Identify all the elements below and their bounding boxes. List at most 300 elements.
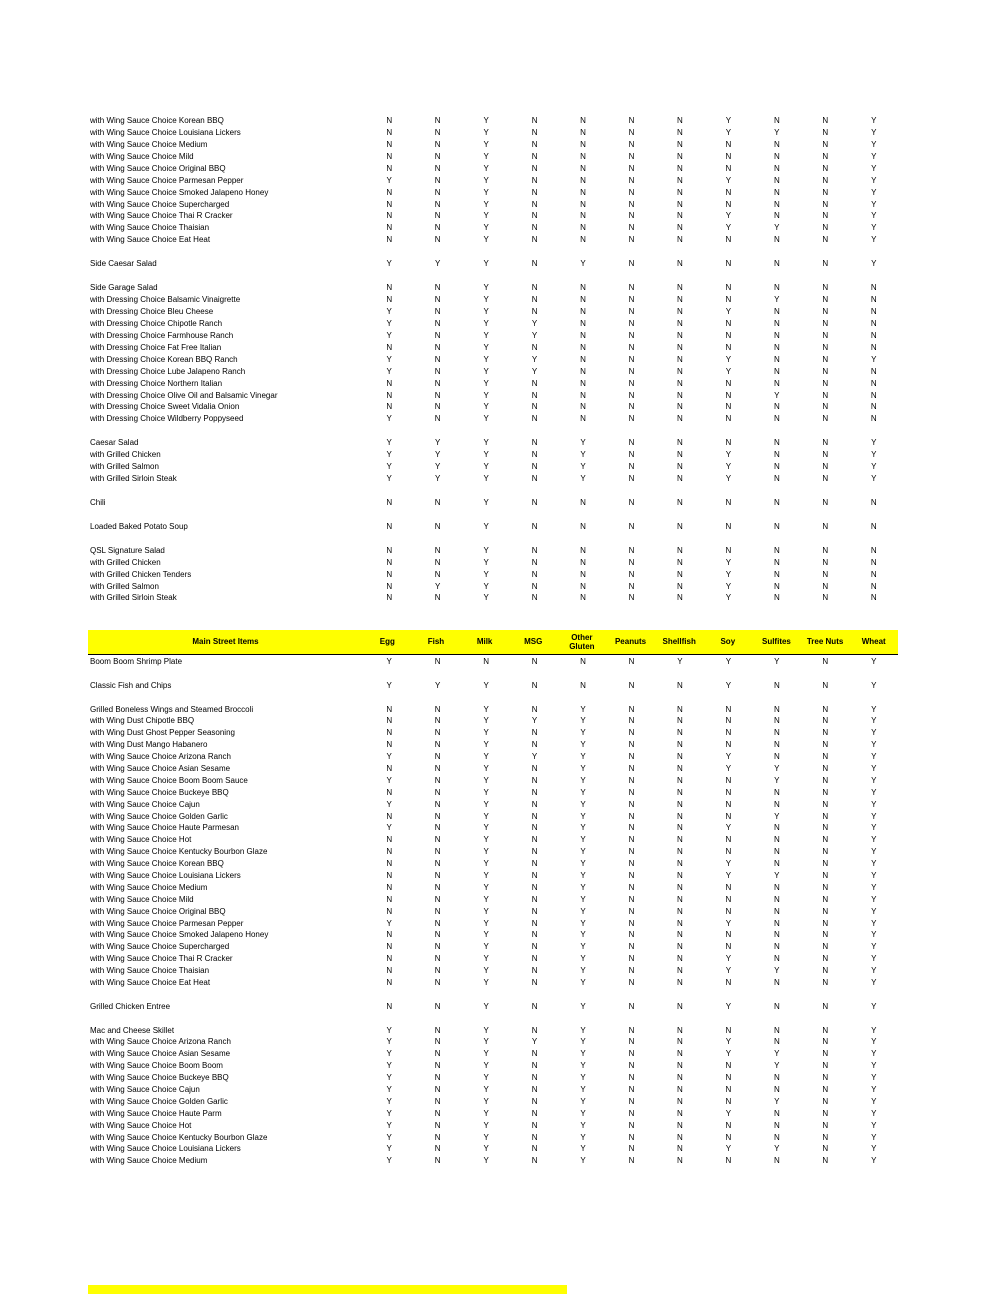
allergen-cell-sulfites: N [773, 1025, 780, 1035]
allergen-cell-msg: N [531, 175, 538, 185]
table-row [88, 1084, 898, 1096]
allergen-cell-fish: N [434, 763, 441, 773]
item-label: with Wing Sauce Choice Parmesan Pepper [90, 919, 244, 928]
allergen-cell-soy: Y [725, 557, 732, 567]
allergen-cell-shellfish: N [677, 1025, 683, 1035]
allergen-cell-fish: N [434, 847, 441, 857]
allergen-cell-sulfites: Y [774, 763, 780, 773]
allergen-cell-other-gluten: Y [580, 835, 586, 845]
allergen-cell-sulfites: N [773, 569, 780, 579]
allergen-cell-other-gluten: N [580, 211, 586, 221]
allergen-cell-shellfish: N [677, 390, 683, 400]
allergen-cell-peanuts: N [628, 306, 635, 316]
allergen-cell-milk: Y [483, 1073, 489, 1083]
allergen-cell-msg: N [531, 1073, 538, 1083]
column-header-shellfish: Shellfish [662, 637, 696, 647]
allergen-cell-wheat: Y [871, 211, 877, 221]
allergen-cell-msg: N [531, 521, 538, 531]
item-label: with Dressing Choice Lube Jalapeno Ranch [90, 367, 246, 376]
allergen-cell-shellfish: N [677, 139, 683, 149]
allergen-cell-milk: Y [483, 366, 489, 376]
allergen-cell-wheat: Y [871, 1061, 877, 1071]
allergen-cell-wheat: Y [871, 930, 877, 940]
allergen-cell-msg: N [531, 787, 538, 797]
allergen-cell-fish: N [434, 1096, 441, 1106]
column-header-tree-nuts: Tree Nuts [806, 637, 844, 647]
allergen-cell-shellfish: Y [677, 656, 683, 666]
allergen-cell-msg: N [531, 151, 538, 161]
allergen-cell-sulfites: N [773, 521, 780, 531]
allergen-cell-egg: N [386, 593, 393, 603]
allergen-cell-egg: Y [386, 1108, 392, 1118]
allergen-cell-sulfites: N [773, 283, 780, 293]
allergen-cell-sulfites: N [773, 942, 780, 952]
table-row [88, 965, 898, 977]
allergen-cell-shellfish: N [677, 175, 683, 185]
allergen-cell-soy: N [725, 704, 732, 714]
allergen-cell-peanuts: N [628, 581, 635, 591]
allergen-cell-soy: N [725, 414, 732, 424]
main-section-table [88, 656, 898, 1167]
allergen-cell-egg: N [386, 704, 393, 714]
allergen-cell-egg: N [386, 187, 393, 197]
item-label: with Wing Sauce Choice Golden Garlic [90, 1097, 228, 1106]
allergen-cell-other-gluten: Y [580, 870, 586, 880]
spacer-row [88, 989, 898, 1001]
allergen-cell-egg: N [386, 497, 393, 507]
allergen-cell-shellfish: N [677, 930, 683, 940]
allergen-cell-other-gluten: Y [580, 1156, 586, 1166]
allergen-cell-peanuts: N [628, 450, 635, 460]
item-label: with Grilled Sirloin Steak [90, 475, 177, 484]
allergen-cell-peanuts: N [628, 330, 635, 340]
allergen-cell-other-gluten: N [580, 521, 586, 531]
allergen-cell-fish: N [434, 115, 441, 125]
allergen-cell-milk: Y [483, 593, 489, 603]
allergen-cell-fish: N [434, 1132, 441, 1142]
allergen-cell-sulfites: Y [774, 966, 780, 976]
allergen-cell-wheat: N [870, 545, 877, 555]
allergen-cell-soy: N [725, 402, 732, 412]
allergen-cell-sulfites: N [773, 1132, 780, 1142]
allergen-cell-other-gluten: Y [580, 1025, 586, 1035]
allergen-cell-msg: N [531, 1061, 538, 1071]
item-label: with Wing Dust Chipotle BBQ [90, 717, 195, 726]
allergen-cell-peanuts: N [628, 1085, 635, 1094]
allergen-cell-other-gluten: N [580, 187, 586, 197]
allergen-cell-peanuts: N [628, 235, 635, 245]
allergen-cell-fish: N [434, 402, 441, 412]
allergen-cell-msg: N [531, 450, 538, 460]
allergen-cell-peanuts: N [628, 593, 635, 603]
allergen-cell-wheat: Y [871, 151, 877, 161]
allergen-cell-peanuts: N [628, 1073, 635, 1083]
table-row [88, 715, 898, 727]
allergen-cell-egg: Y [386, 680, 392, 690]
allergen-cell-milk: Y [483, 402, 489, 412]
allergen-cell-tree-nuts: N [822, 115, 829, 125]
allergen-cell-milk: Y [483, 906, 489, 916]
allergen-cell-fish: N [434, 342, 441, 352]
allergen-cell-other-gluten: N [580, 557, 586, 567]
allergen-cell-soy: Y [725, 1144, 732, 1154]
allergen-cell-fish: Y [435, 438, 441, 448]
allergen-cell-fish: N [434, 1001, 441, 1011]
allergen-cell-milk: Y [483, 474, 489, 484]
item-label: with Wing Sauce Choice Medium [90, 883, 208, 892]
allergen-cell-egg: N [386, 295, 393, 305]
allergen-cell-egg: N [386, 894, 393, 904]
table-row [88, 545, 898, 557]
allergen-cell-tree-nuts: N [822, 930, 829, 940]
allergen-cell-milk: Y [483, 1144, 489, 1154]
allergen-cell-fish: N [434, 1061, 441, 1071]
allergen-cell-milk: Y [483, 799, 489, 809]
table-row [88, 894, 898, 906]
allergen-cell-peanuts: N [628, 390, 635, 400]
allergen-cell-tree-nuts: N [822, 680, 829, 690]
table-row [88, 1144, 898, 1156]
allergen-cell-other-gluten: N [580, 318, 586, 328]
allergen-cell-fish: N [434, 775, 441, 785]
allergen-cell-milk: Y [483, 330, 489, 340]
allergen-cell-egg: N [386, 235, 393, 245]
allergen-cell-wheat: Y [871, 799, 877, 809]
allergen-cell-milk: Y [483, 438, 489, 448]
allergen-cell-milk: Y [483, 199, 489, 209]
allergen-cell-other-gluten: Y [580, 1096, 586, 1106]
allergen-cell-soy: N [725, 728, 732, 738]
allergen-cell-peanuts: N [628, 954, 635, 964]
allergen-cell-egg: Y [386, 474, 392, 484]
allergen-cell-tree-nuts: N [822, 521, 829, 531]
allergen-cell-soy: Y [725, 763, 732, 773]
allergen-cell-peanuts: N [628, 763, 635, 773]
allergen-cell-sulfites: Y [774, 1144, 780, 1154]
allergen-cell-egg: Y [386, 1073, 392, 1083]
allergen-cell-wheat: N [870, 557, 877, 567]
allergen-cell-shellfish: N [677, 295, 683, 305]
allergen-cell-soy: Y [725, 450, 732, 460]
allergen-cell-msg: Y [531, 330, 538, 340]
allergen-cell-sulfites: N [773, 438, 780, 448]
allergen-cell-soy: N [725, 906, 732, 916]
allergen-cell-tree-nuts: N [822, 1132, 829, 1142]
allergen-cell-soy: N [725, 318, 732, 328]
allergen-cell-msg: N [531, 966, 538, 976]
table-row [88, 1096, 898, 1108]
allergen-cell-milk: Y [483, 414, 489, 424]
allergen-cell-other-gluten: Y [580, 847, 586, 857]
allergen-cell-other-gluten: N [580, 545, 586, 555]
allergen-cell-tree-nuts: N [822, 1144, 829, 1154]
allergen-cell-peanuts: N [628, 811, 635, 821]
allergen-cell-wheat: Y [871, 462, 877, 472]
allergen-cell-soy: N [725, 199, 732, 209]
allergen-cell-milk: Y [483, 728, 489, 738]
allergen-cell-other-gluten: Y [580, 859, 586, 869]
table-row [88, 751, 898, 763]
allergen-cell-egg: Y [386, 1061, 392, 1071]
allergen-cell-wheat: Y [871, 175, 877, 185]
table-row [88, 799, 898, 811]
allergen-cell-sulfites: N [773, 211, 780, 221]
column-header-wheat: Wheat [861, 637, 886, 647]
allergen-cell-wheat: Y [871, 1108, 877, 1118]
allergen-cell-egg: N [386, 835, 393, 845]
item-label: with Wing Sauce Choice Louisiana Lickers [90, 871, 241, 880]
allergen-cell-egg: Y [386, 175, 392, 185]
allergen-cell-msg: N [531, 835, 538, 845]
allergen-cell-wheat: Y [871, 223, 877, 233]
allergen-cell-tree-nuts: N [822, 728, 829, 738]
allergen-cell-sulfites: N [773, 474, 780, 484]
allergen-cell-egg: N [386, 163, 393, 173]
allergen-cell-soy: Y [725, 115, 732, 125]
allergen-cell-msg: Y [531, 752, 538, 762]
allergen-cell-peanuts: N [628, 656, 635, 666]
allergen-cell-peanuts: N [628, 342, 635, 352]
allergen-cell-tree-nuts: N [822, 235, 829, 245]
table-row [88, 929, 898, 941]
allergen-cell-tree-nuts: N [822, 354, 829, 364]
allergen-cell-egg: N [386, 966, 393, 976]
allergen-cell-wheat: Y [871, 811, 877, 821]
table-row [88, 858, 898, 870]
allergen-cell-soy: Y [725, 966, 732, 976]
allergen-cell-fish: N [434, 235, 441, 245]
allergen-cell-shellfish: N [677, 330, 683, 340]
allergen-cell-soy: Y [725, 223, 732, 233]
allergen-cell-sulfites: N [773, 366, 780, 376]
table-row [88, 390, 898, 402]
allergen-cell-wheat: Y [871, 1132, 877, 1142]
table-row [88, 1132, 898, 1144]
allergen-cell-msg: N [531, 704, 538, 714]
allergen-cell-msg: N [531, 1156, 538, 1166]
allergen-cell-wheat: Y [871, 1156, 877, 1166]
allergen-cell-other-gluten: N [580, 390, 586, 400]
allergen-cell-fish: N [434, 906, 441, 916]
allergen-cell-sulfites: N [773, 378, 780, 388]
allergen-cell-tree-nuts: N [822, 1156, 829, 1166]
allergen-cell-other-gluten: Y [580, 954, 586, 964]
allergen-cell-milk: Y [483, 1037, 489, 1047]
table-row [88, 787, 898, 799]
allergen-cell-sulfites: N [773, 151, 780, 161]
allergen-cell-other-gluten: N [580, 593, 586, 603]
table-row [88, 763, 898, 775]
allergen-cell-msg: N [531, 882, 538, 892]
item-label: with Wing Sauce Choice Thai R Cracker [90, 955, 233, 964]
allergen-cell-tree-nuts: N [822, 306, 829, 316]
allergen-cell-wheat: Y [871, 740, 877, 750]
allergen-cell-other-gluten: N [580, 581, 586, 591]
allergen-cell-peanuts: N [628, 354, 635, 364]
allergen-cell-milk: Y [483, 680, 489, 690]
allergen-cell-msg: N [531, 283, 538, 293]
allergen-cell-egg: N [386, 787, 393, 797]
allergen-cell-sulfites: N [773, 593, 780, 603]
allergen-cell-peanuts: N [628, 295, 635, 305]
item-label: with Wing Sauce Choice Cajun [90, 800, 200, 809]
allergen-cell-sulfites: N [773, 354, 780, 364]
table-row [88, 413, 898, 425]
allergen-cell-milk: Y [483, 918, 489, 928]
allergen-cell-soy: Y [725, 474, 732, 484]
item-label: Chili [90, 498, 106, 507]
allergen-cell-egg: N [386, 728, 393, 738]
allergen-cell-peanuts: N [628, 318, 635, 328]
allergen-cell-soy: N [725, 163, 732, 173]
allergen-cell-fish: N [434, 330, 441, 340]
allergen-cell-egg: N [386, 811, 393, 821]
allergen-cell-sulfites: N [773, 823, 780, 833]
allergen-cell-milk: Y [483, 318, 489, 328]
allergen-cell-fish: N [434, 223, 441, 233]
table-row [88, 557, 898, 569]
allergen-cell-wheat: N [870, 283, 877, 293]
allergen-cell-egg: Y [386, 414, 392, 424]
table-row [88, 727, 898, 739]
allergen-cell-soy: N [725, 1073, 732, 1083]
allergen-cell-sulfites: N [773, 235, 780, 245]
allergen-cell-shellfish: N [677, 259, 683, 269]
main-street-items-header-row [88, 630, 898, 655]
allergen-cell-egg: Y [386, 799, 392, 809]
allergen-cell-milk: Y [483, 870, 489, 880]
allergen-cell-msg: N [531, 402, 538, 412]
allergen-cell-fish: N [434, 1156, 441, 1166]
allergen-cell-fish: N [434, 656, 441, 666]
allergen-cell-soy: N [725, 811, 732, 821]
allergen-cell-shellfish: N [677, 497, 683, 507]
allergen-cell-other-gluten: Y [580, 752, 586, 762]
table-row [88, 437, 898, 449]
allergen-cell-wheat: Y [871, 187, 877, 197]
allergen-cell-milk: Y [483, 235, 489, 245]
allergen-cell-fish: N [434, 752, 441, 762]
allergen-cell-soy: Y [725, 306, 732, 316]
allergen-cell-soy: Y [725, 462, 732, 472]
item-label: Caesar Salad [90, 439, 139, 448]
allergen-cell-tree-nuts: N [822, 977, 829, 987]
allergen-cell-milk: Y [483, 823, 489, 833]
allergen-cell-milk: Y [483, 151, 489, 161]
table-row [88, 187, 898, 199]
item-label: QSL Signature Salad [90, 546, 165, 555]
allergen-cell-soy: N [725, 1156, 732, 1166]
allergen-cell-milk: Y [483, 462, 489, 472]
allergen-cell-egg: Y [386, 823, 392, 833]
allergen-cell-tree-nuts: N [822, 1073, 829, 1083]
table-row [88, 953, 898, 965]
table-row [88, 704, 898, 716]
allergen-cell-egg: N [386, 199, 393, 209]
allergen-cell-msg: N [531, 954, 538, 964]
table-row [88, 461, 898, 473]
allergen-cell-milk: Y [483, 139, 489, 149]
allergen-cell-soy: N [725, 799, 732, 809]
allergen-cell-shellfish: N [677, 1085, 683, 1094]
allergen-cell-peanuts: N [628, 139, 635, 149]
allergen-cell-soy: Y [725, 366, 732, 376]
allergen-cell-egg: Y [386, 1096, 392, 1106]
allergen-cell-other-gluten: N [580, 139, 586, 149]
allergen-cell-fish: Y [435, 474, 441, 484]
allergen-cell-shellfish: N [677, 557, 683, 567]
allergen-cell-soy: N [725, 151, 732, 161]
allergen-cell-soy: Y [725, 1001, 732, 1011]
allergen-cell-peanuts: N [628, 775, 635, 785]
allergen-cell-msg: N [531, 414, 538, 424]
table-row [88, 1155, 898, 1167]
allergen-cell-wheat: N [870, 581, 877, 591]
allergen-cell-msg: N [531, 1001, 538, 1011]
item-label: with Wing Sauce Choice Parmesan Pepper [90, 176, 244, 185]
allergen-cell-shellfish: N [677, 318, 683, 328]
allergen-cell-other-gluten: Y [580, 1001, 586, 1011]
allergen-cell-egg: Y [386, 752, 392, 762]
allergen-cell-soy: Y [725, 175, 732, 185]
allergen-cell-other-gluten: N [580, 680, 586, 690]
allergen-cell-shellfish: N [677, 438, 683, 448]
allergen-cell-other-gluten: Y [580, 462, 586, 472]
allergen-cell-tree-nuts: N [822, 581, 829, 591]
column-header-soy: Soy [720, 637, 736, 647]
allergen-cell-other-gluten: N [580, 199, 586, 209]
allergen-cell-shellfish: N [677, 1073, 683, 1083]
allergen-cell-msg: N [531, 763, 538, 773]
allergen-cell-soy: Y [725, 752, 732, 762]
allergen-cell-sulfites: N [773, 716, 780, 726]
allergen-cell-wheat: Y [871, 882, 877, 892]
allergen-cell-milk: Y [483, 942, 489, 952]
item-label: Side Caesar Salad [90, 260, 157, 269]
allergen-cell-peanuts: N [628, 199, 635, 209]
allergen-cell-soy: Y [725, 1049, 732, 1059]
allergen-cell-fish: Y [435, 462, 441, 472]
table-row [88, 882, 898, 894]
allergen-cell-egg: Y [386, 330, 392, 340]
allergen-cell-shellfish: N [677, 366, 683, 376]
allergen-cell-soy: N [725, 977, 732, 987]
allergen-cell-soy: N [725, 342, 732, 352]
allergen-cell-peanuts: N [628, 259, 635, 269]
allergen-cell-tree-nuts: N [822, 835, 829, 845]
allergen-cell-fish: N [434, 823, 441, 833]
item-label: with Wing Sauce Choice Arizona Ranch [90, 1038, 231, 1047]
allergen-cell-egg: Y [386, 1049, 392, 1059]
spacer-row [88, 533, 898, 545]
allergen-cell-tree-nuts: N [822, 295, 829, 305]
allergen-cell-sulfites: N [773, 318, 780, 328]
allergen-cell-tree-nuts: N [822, 139, 829, 149]
allergen-cell-wheat: Y [871, 680, 877, 690]
allergen-cell-milk: Y [483, 704, 489, 714]
allergen-cell-sulfites: Y [774, 127, 780, 137]
allergen-cell-other-gluten: N [580, 151, 586, 161]
allergen-cell-msg: Y [531, 318, 538, 328]
allergen-cell-msg: N [531, 799, 538, 809]
allergen-cell-msg: N [531, 1025, 538, 1035]
allergen-cell-fish: N [434, 740, 441, 750]
item-label: with Wing Sauce Choice Boom Boom [90, 1062, 223, 1071]
allergen-cell-other-gluten: Y [580, 882, 586, 892]
allergen-cell-msg: N [531, 1120, 538, 1130]
item-label: with Wing Sauce Choice Louisiana Lickers [90, 1145, 241, 1154]
allergen-cell-msg: N [531, 1108, 538, 1118]
